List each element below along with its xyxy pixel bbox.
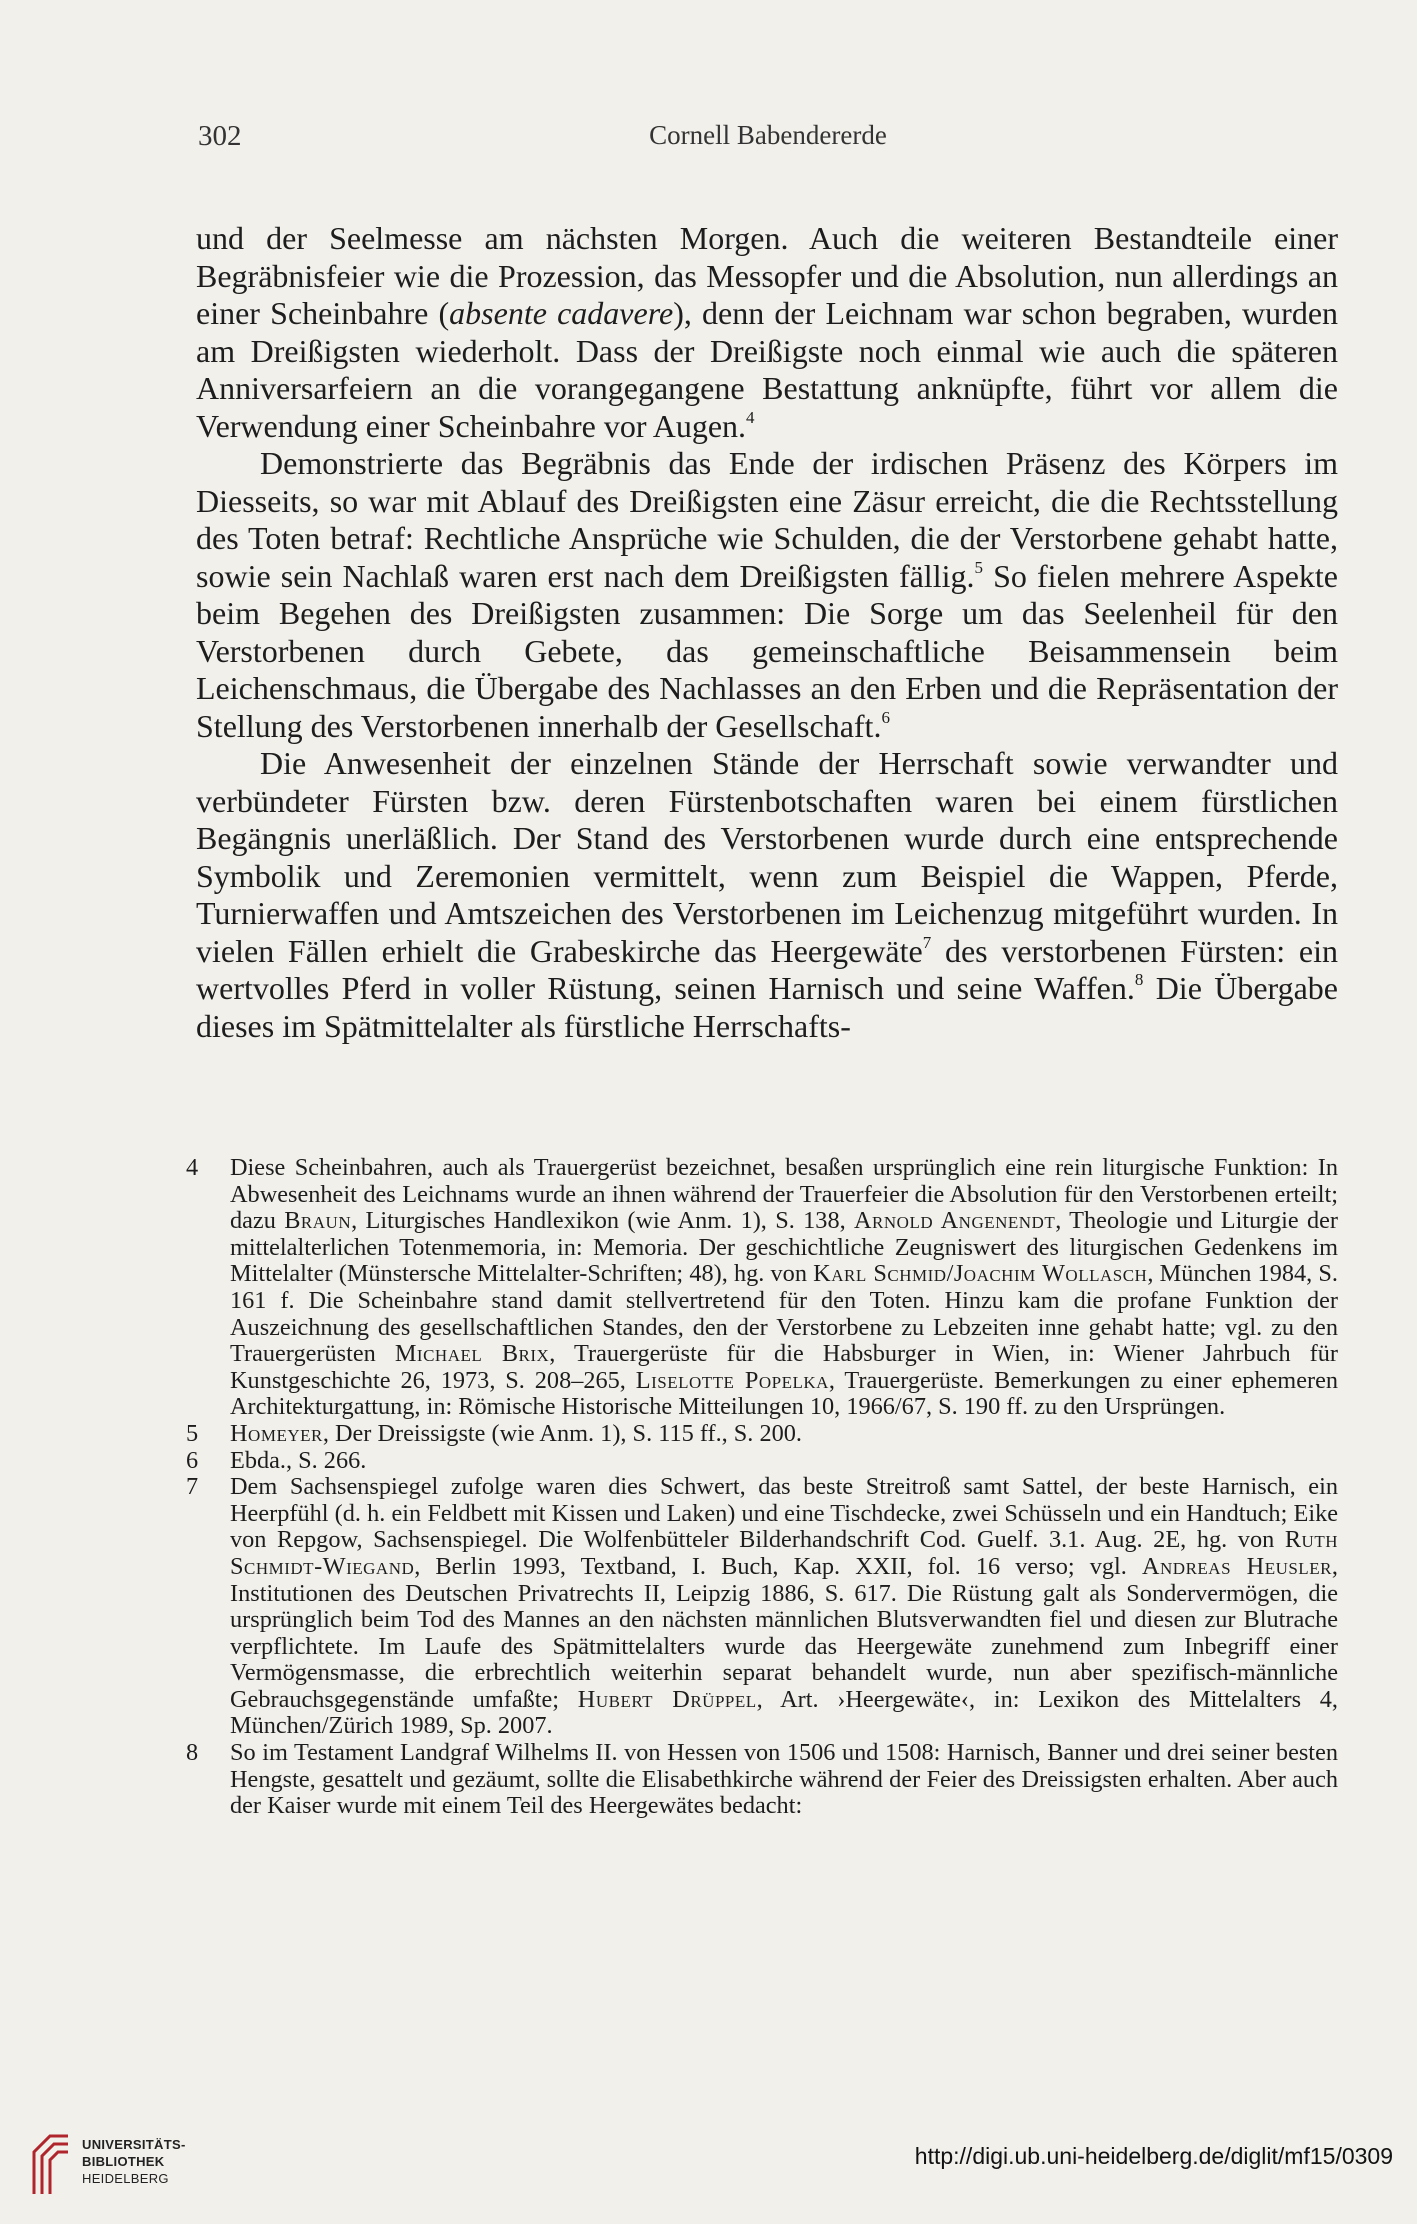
text-run: , Berlin 1993, Textband, I. Buch, Kap. XXII, fol. 16 verso; vgl.	[414, 1552, 1142, 1580]
text-run: Ebda., S. 266.	[230, 1446, 367, 1474]
footer-bar	[0, 2125, 1417, 2224]
author-name: Braun	[284, 1207, 352, 1235]
paragraph-2	[196, 445, 1338, 745]
author-name: Hubert Drüppel	[577, 1685, 757, 1713]
logo-line: UNIVERSITÄTS-	[82, 2137, 186, 2152]
footnote-number: 6	[186, 1446, 199, 1474]
page-number: 302	[198, 120, 242, 152]
text-run: Die Übergabe dieses im Spätmittelalter als fürstliche Herrschafts-	[196, 970, 1339, 1044]
italic-phrase: absente cadavere	[449, 295, 674, 331]
footnote-ref[interactable]: 7	[922, 932, 932, 952]
footnote-8	[186, 1740, 1338, 1820]
text-run: ), denn der Leichnam war schon begraben, wurden am Dreißigsten wiederholt. Dass der Dreißigste noch einmal wie auch die späteren Anniversarfeiern an die vorangegangene Bestattung anknüpfte, führt vor allem die Verwendung einer Scheinbahre vor Augen.	[196, 295, 1339, 444]
footnote-7	[186, 1474, 1338, 1740]
footnote-number: 8	[186, 1739, 199, 1767]
body-text	[196, 220, 1338, 1045]
author-name: Ruth Schmidt-Wiegand	[230, 1526, 1338, 1580]
text-run: des verstorbenen Fürsten: ein wertvolles Pferd in voller Rüstung, seinen Harnisch und seine Waffen.	[196, 932, 1339, 1006]
paragraph-1	[196, 220, 1338, 445]
text-run: Die Anwesenheit der einzelnen Stände der Herrschaft sowie verwandter und verbündeter Fürsten bzw. deren Fürstenbotschaften waren bei einem fürstlichen Begängnis unerläßlich. Der Stand des Verstorbenen wurde durch eine entsprechende Symbolik und Zeremonien vermittelt, wenn zum Beispiel die Wappen, Pferde, Turnierwaffen und Amtszeichen des Verstorbenen im Leichenzug mitgeführt wurden. In vielen Fällen erhielt die Grabeskirche das Heergewäte	[196, 745, 1338, 969]
text-run: , München 1984, S. 161 f. Die Scheinbahre stand damit stellvertretend für den Toten. Hinzu kam die profane Funktion der Auszeichnung des gesellschaftlichen Standes, den der Verstorbene zu Lebzeiten inne gehabt hatte; vgl. zu den Trauergerüsten	[230, 1260, 1338, 1368]
text-run: , Theologie und Liturgie der mittelalterlichen Totenmemoria, in: Memoria. Der geschichtliche Zeugniswert des liturgischen Gedenkens im Mittelalter (Münstersche Mittelalter-Schriften; 48), hg. von	[230, 1207, 1339, 1288]
page-header	[198, 120, 1338, 160]
text-run: und der Seelmesse am nächsten Morgen. Auch die weiteren Bestandteile einer Begräbnisfeier wie die Prozession, das Messopfer und die Absolution, nun allerdings an einer Scheinbahre (	[196, 220, 1338, 331]
logo-line: HEIDELBERG	[82, 2171, 169, 2186]
text-run: , Trauergerüste für die Habsburger in Wien, in: Wiener Jahrbuch für Kunstgeschichte 26, 1973, S. 208–265,	[230, 1340, 1338, 1394]
text-run: Diese Scheinbahren, auch als Trauergerüst bezeichnet, besaßen ursprünglich eine rein liturgische Funktion: In Abwesenheit des Leichnams wurde an ihnen während der Trauerfeier die Absolution für den Verstorbenen erteilt; dazu	[230, 1154, 1338, 1235]
footnote-ref[interactable]: 6	[881, 707, 890, 727]
library-logo[interactable]	[30, 2132, 210, 2202]
text-run: , Liturgisches Handlexikon (wie Anm. 1), S. 138,	[351, 1207, 855, 1235]
text-run: , Trauergerüste. Bemerkungen zu einer ephemeren Architekturgattung, in: Römische Historische Mitteilungen 10, 1966/67, S. 190 ff. zu den Ursprüngen.	[230, 1366, 1339, 1421]
footnote-4	[186, 1155, 1338, 1421]
author-name: Liselotte Popelka	[635, 1366, 829, 1394]
author-name: Michael Brix	[394, 1340, 550, 1368]
footnote-5	[186, 1421, 1338, 1448]
footnote-number: 5	[186, 1419, 199, 1447]
library-logo-icon	[30, 2132, 72, 2198]
author-name: Homeyer	[230, 1419, 323, 1447]
logo-line: BIBLIOTHEK	[82, 2154, 165, 2169]
author-name: Arnold Angenendt	[854, 1207, 1056, 1235]
footnote-number: 4	[186, 1154, 199, 1181]
footnote-ref[interactable]: 5	[974, 557, 983, 577]
footnote-number: 7	[186, 1473, 199, 1501]
text-run: Dem Sachsenspiegel zufolge waren dies Schwert, das beste Streitroß samt Sattel, der beste Harnisch, ein Heerpfühl (d. h. ein Feldbett mit Kissen und Laken) und eine Tischdecke, zwei Schüsseln und ein Handtuch; Eike von Repgow, Sachsenspiegel. Die Wolfenbütteler Bilderhandschrift Cod. Guelf. 3.1. Aug. 2E, hg. von	[230, 1473, 1338, 1554]
author-name: Andreas Heusler	[1141, 1552, 1332, 1580]
source-url-link[interactable]: http://digi.ub.uni-heidelberg.de/diglit/mf15/0309	[914, 2143, 1393, 2169]
text-run: , Art. ›Heergewäte‹, in: Lexikon des Mittelalters 4, München/Zürich 1989, Sp. 2007.	[230, 1685, 1338, 1740]
library-logo-text	[82, 2136, 186, 2187]
running-head: Cornell Babendererde	[649, 120, 887, 150]
text-run: So im Testament Landgraf Wilhelms II. von Hessen von 1506 und 1508: Harnisch, Banner und drei seiner besten Hengste, gesattelt und gezäumt, sollte die Elisabethkirche während der Feier des Dreissigsten erhalten. Aber auch der Kaiser wurde mit einem Teil des Heergewätes bedacht:	[230, 1739, 1338, 1820]
footnote-6	[186, 1448, 1338, 1475]
paragraph-3	[196, 745, 1338, 1045]
text-run: , Der Dreissigste (wie Anm. 1), S. 115 ff., S. 200.	[322, 1419, 802, 1447]
footnote-ref[interactable]: 4	[746, 407, 755, 427]
text-run: So fielen mehrere Aspekte beim Begehen des Dreißigsten zusammen: Die Sorge um das Seelenheil für den Verstorbenen durch Gebete, das gemeinschaftliche Beisammensein beim Leichenschmaus, die Übergabe des Nachlasses an den Erben und die Repräsentation der Stellung des Verstorbenen innerhalb der Gesellschaft.	[196, 557, 1339, 744]
text-run: , Institutionen des Deutschen Privatrechts II, Leipzig 1886, S. 617. Die Rüstung galt als Sondervermögen, die ursprünglich beim Tod des Mannes an den nächsten männlichen Blutsverwandten fiel und diesen zur Blutrache verpflichtete. Im Laufe des Spätmittelalters wurde das Heergewäte zunehmend zum Inbegriff einer Vermögensmasse, die erbrechtlich weiterhin separat behandelt wurde, nun aber spezifisch-männliche Gebrauchsgegenstände umfaßte;	[230, 1552, 1338, 1713]
author-name: Karl Schmid/Joachim Wollasch	[813, 1260, 1148, 1288]
text-run: Demonstrierte das Begräbnis das Ende der irdischen Präsenz des Körpers im Diesseits, so war mit Ablauf des Dreißigsten eine Zäsur erreicht, die die Rechtsstellung des Toten betraf: Rechtliche Ansprüche wie Schulden, die der Verstorbene gehabt hatte, sowie sein Nachlaß waren erst nach dem Dreißigsten fällig.	[196, 445, 1338, 594]
footnotes	[186, 1155, 1338, 1820]
footnote-ref[interactable]: 8	[1134, 970, 1144, 989]
